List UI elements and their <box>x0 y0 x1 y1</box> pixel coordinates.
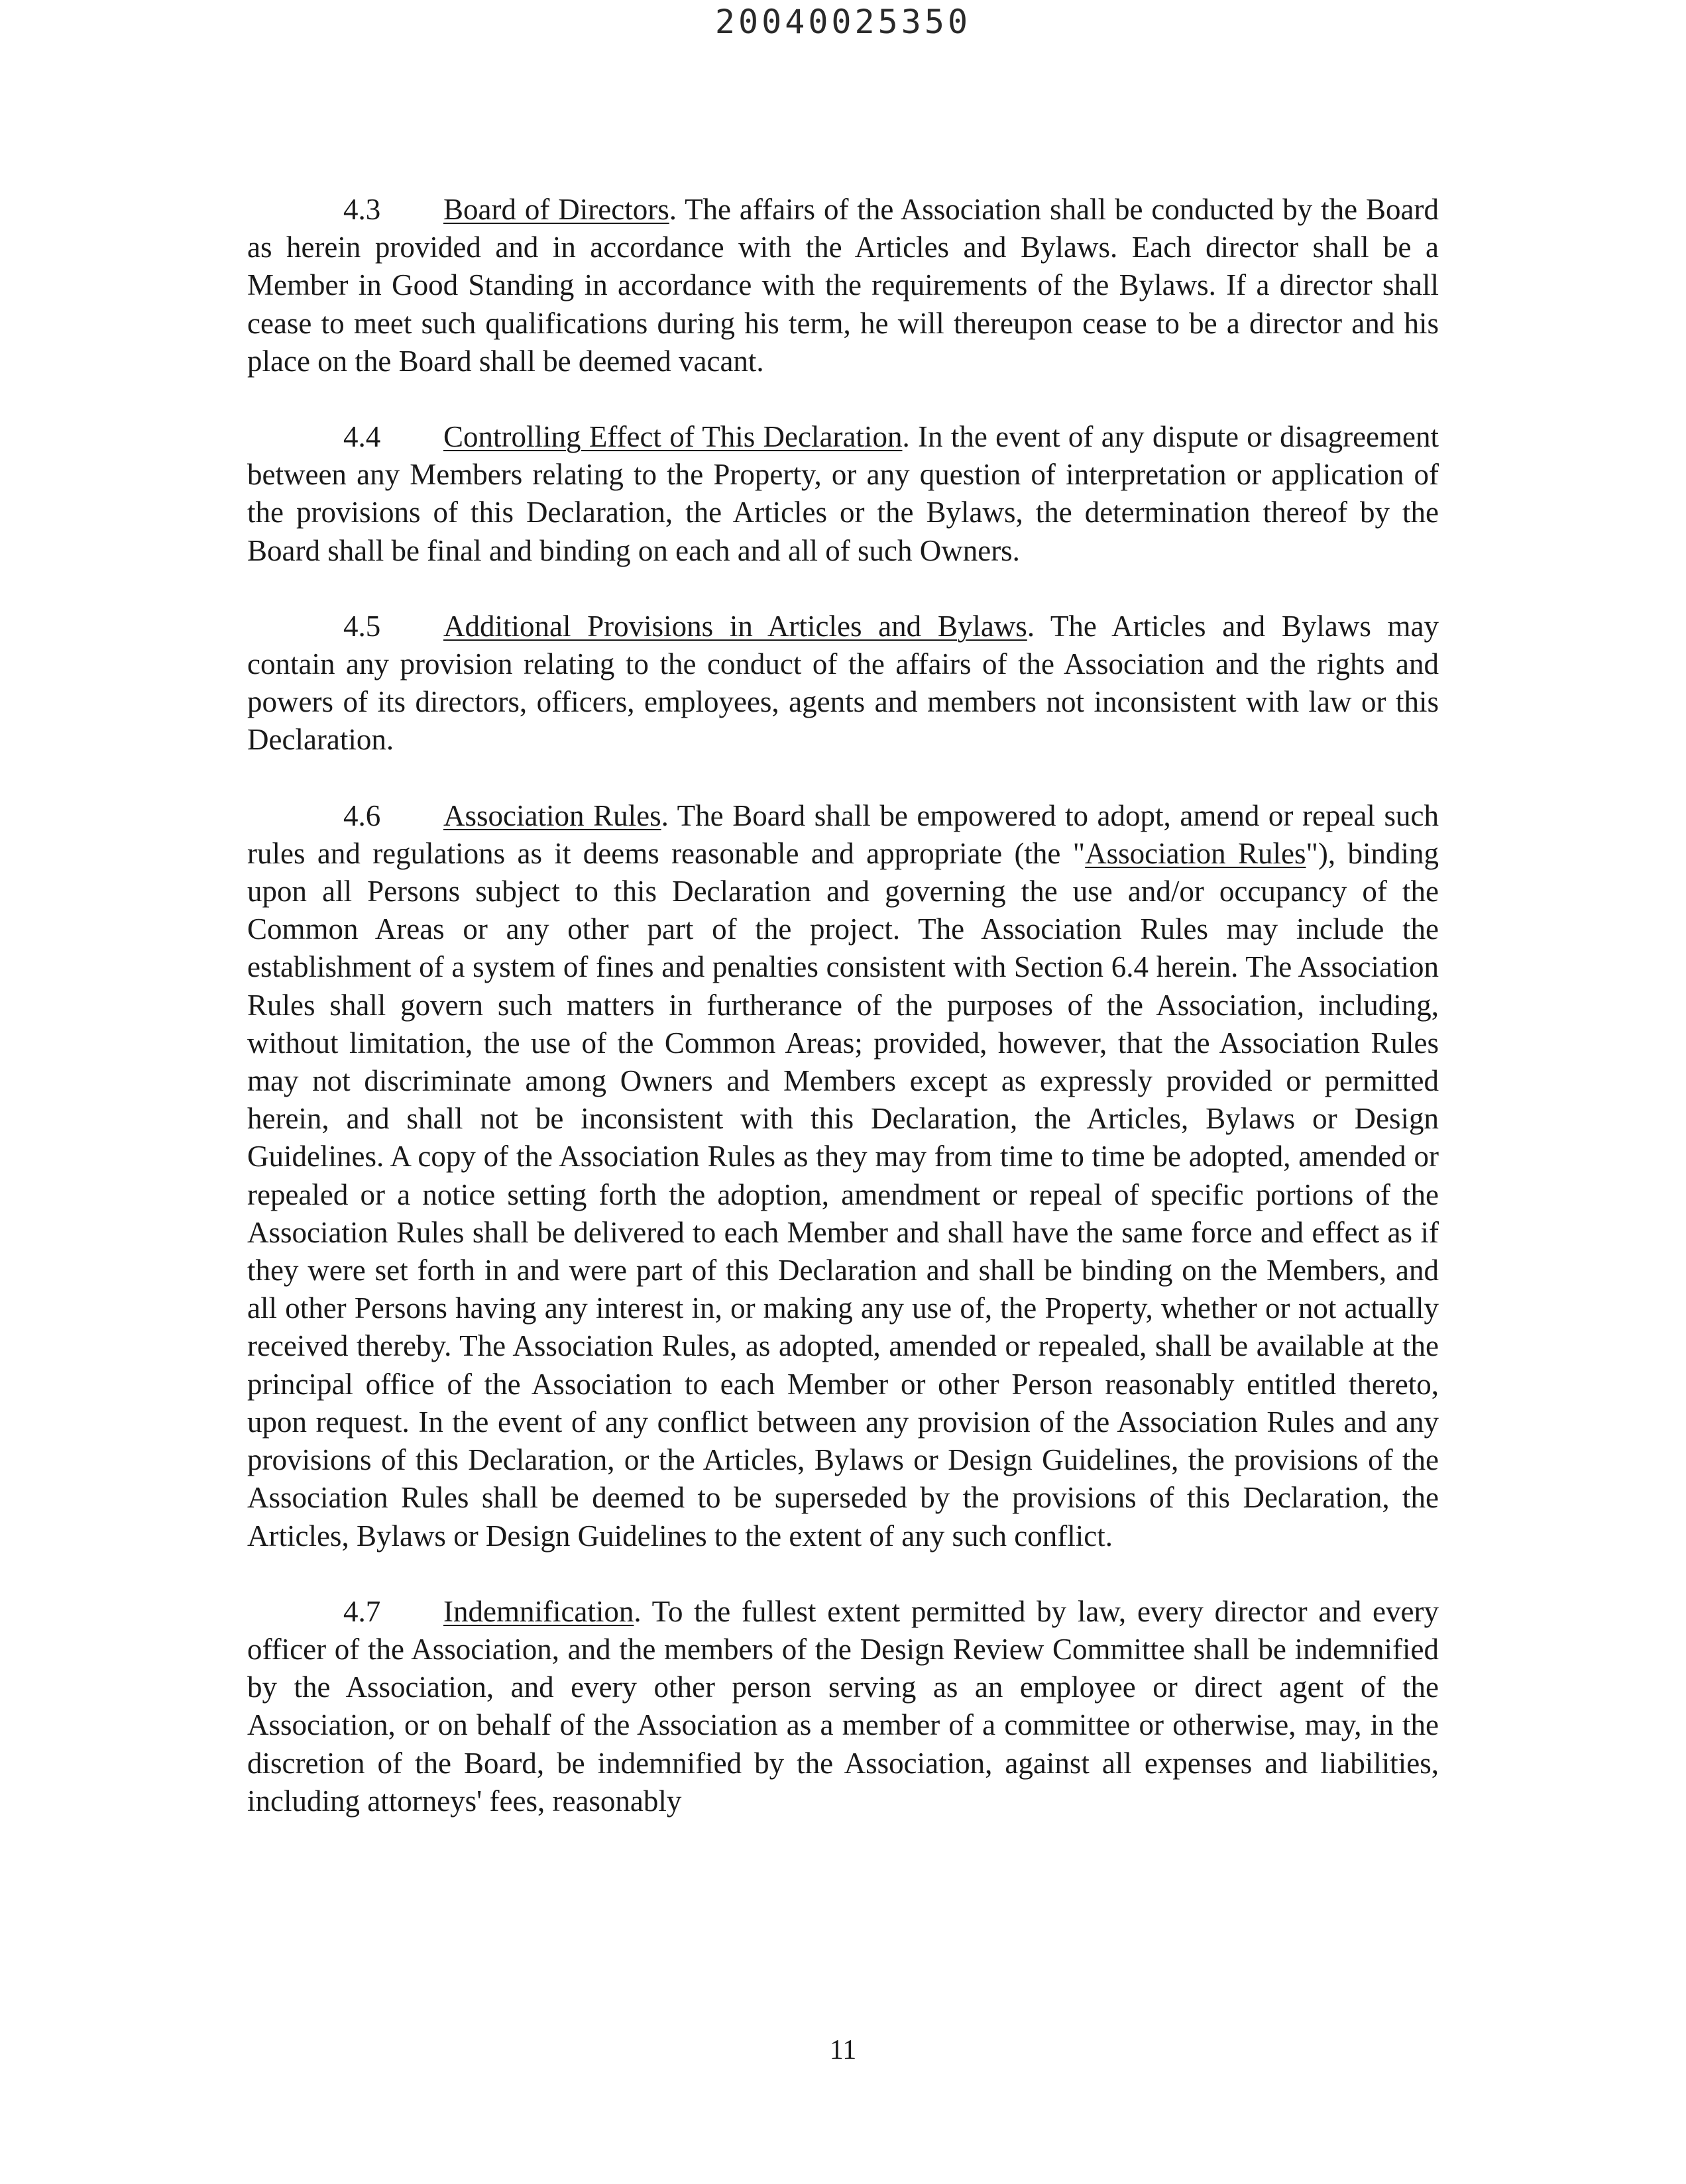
section-number: 4.7 <box>343 1594 381 1628</box>
document-body <box>247 191 1439 1858</box>
section-4-7 <box>247 1593 1439 1820</box>
document-number: 20040025350 <box>714 3 972 41</box>
section-number: 4.5 <box>343 609 381 643</box>
section-text: . The Articles and Bylaws may contain any provision relating to the conduct of the affairs of the Association and the rights and powers of its directors, officers, employees, agents and members not inconsistent with law or this Declaration. <box>247 609 1439 757</box>
section-4-3 <box>247 191 1439 380</box>
page-number: 11 <box>829 2035 857 2065</box>
section-heading: Controlling Effect of This Declaration <box>443 420 903 454</box>
section-4-6 <box>247 797 1439 1555</box>
defined-term: Association Rules <box>1085 836 1306 870</box>
section-heading: Association Rules <box>443 798 661 832</box>
section-text: "), binding upon all Persons subject to this Declaration and governing the use and/or occupancy of the Common Areas or any other part of the project. The Association Rules may include the establishment of a system of fines and penalties consistent with Section 6.4 herein. The Association Rules shall govern such matters in furtherance of the purposes of the Association, including, without limitation, the use of the Common Areas; provided, however, that the Association Rules may not discriminate among Owners and Members except as expressly provided or permitted herein, and shall not be inconsistent with this Declaration, the Articles, Bylaws or Design Guidelines. A copy of the Association Rules as they may from time to time be adopted, amended or repealed or a notice setting forth the adoption, amendment or repeal of specific portions of the Association Rules shall be delivered to each Member and shall have the same force and effect as if they were set forth in and were part of this Declaration and shall be binding on the Members, and all other Persons having any interest in, or making any use of, the Property, whether or not actually received thereby. The Association Rules, as adopted, amended or repealed, shall be available at the principal office of the Association to each Member or other Person reasonably entitled thereto, upon request. In the event of any conflict between any provision of the Association Rules and any provisions of this Declaration, or the Articles, Bylaws or Design Guidelines, the provisions of the Association Rules shall be deemed to be superseded by the provisions of this Declaration, the Articles, Bylaws or Design Guidelines to the extent of any such conflict. <box>247 836 1439 1553</box>
section-heading: Additional Provisions in Articles and Bylaws <box>443 609 1027 643</box>
section-heading: Indemnification <box>443 1594 634 1628</box>
section-4-4 <box>247 418 1439 570</box>
section-heading: Board of Directors <box>443 193 669 226</box>
section-text: . In the event of any dispute or disagreement between any Members relating to the Property, or any question of interpretation or application of the provisions of this Declaration, the Articles or the Bylaws, the determination thereof by the Board shall be final and binding on each and all of such Owners. <box>247 420 1439 567</box>
section-number: 4.4 <box>343 420 381 454</box>
section-text: . To the fullest extent permitted by law, every director and every officer of the Association, and the members of the Design Review Committee shall be indemnified by the Association, and every other person serving as an employee or direct agent of the Association, or on behalf of the Association as a member of a committee or otherwise, may, in the discretion of the Board, be indemnified by the Association, against all expenses and liabilities, including attorneys' fees, reasonably <box>247 1594 1439 1818</box>
section-text-intro: . The Board shall be empowered to adopt, amend or repeal such rules and regulations as it deems reasonable and appropriate (the " <box>247 798 1439 870</box>
section-4-5 <box>247 608 1439 759</box>
section-text: . The affairs of the Association shall be conducted by the Board as herein provided and in accordance with the Articles and Bylaws. Each director shall be a Member in Good Standing in accordance with the requirements of the Bylaws. If a director shall cease to meet such qualifications during his term, he will thereupon cease to be a director and his place on the Board shall be deemed vacant. <box>247 193 1439 378</box>
section-number: 4.6 <box>343 798 381 832</box>
section-number: 4.3 <box>343 193 381 226</box>
